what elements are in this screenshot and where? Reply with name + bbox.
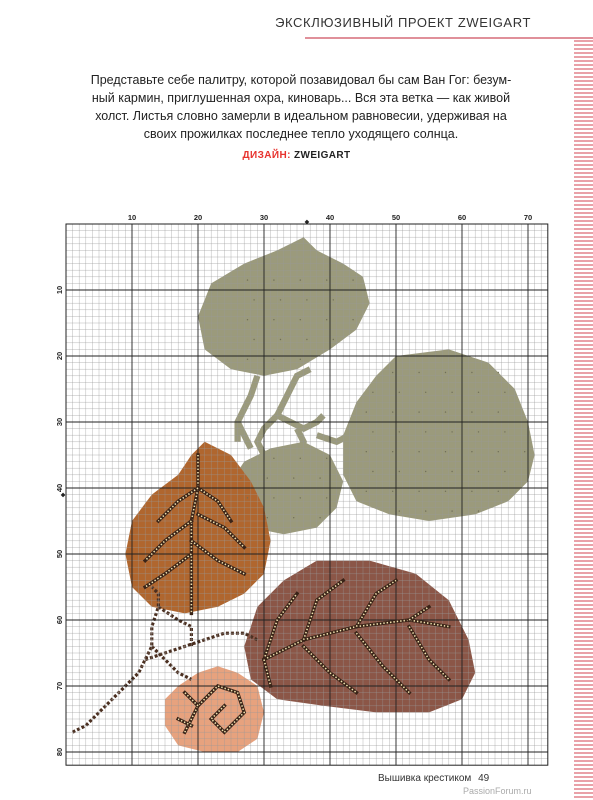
intro-line: своих прожилках последнее тепло уходящего солнца.: [143, 127, 459, 141]
stitch-dot: [280, 299, 281, 300]
stitch-dot: [418, 372, 419, 373]
y-tick-label: 30: [55, 417, 64, 427]
stitch-dot: [498, 491, 499, 492]
stitch-dot: [319, 517, 320, 518]
stitch-dot: [273, 319, 274, 320]
stitch-dot: [293, 517, 294, 518]
y-tick-label: 20: [55, 351, 64, 361]
stitch-dot: [451, 471, 452, 472]
stitch-dot: [504, 392, 505, 393]
stitch-dot: [247, 319, 248, 320]
stitch-dot: [273, 359, 274, 360]
stitch-dot: [300, 497, 301, 498]
intro-line: холст. Листья словно замерли в идеальном равновесии, удерживая на: [95, 109, 507, 123]
stitch-dot: [247, 359, 248, 360]
stitch-dot: [471, 372, 472, 373]
stitch-dot: [372, 431, 373, 432]
intro-line: Представьте себе палитру, которой позавидовал бы сам Ван Гог: безум-: [90, 73, 512, 87]
section-title: ЭКСКЛЮЗИВНЫЙ ПРОЕКТ ZWEIGART: [275, 15, 531, 30]
x-tick-label: 10: [127, 213, 137, 222]
stitch-dot: [478, 471, 479, 472]
stitch-dot: [300, 279, 301, 280]
design-value: ZWEIGART: [294, 150, 351, 161]
x-tick-label: 40: [325, 213, 335, 222]
stitch-dot: [451, 510, 452, 511]
y-tick-label: 50: [55, 549, 64, 559]
stitch-dot: [306, 339, 307, 340]
y-tick-label: 10: [55, 285, 64, 295]
watermark: PassionForum.ru: [463, 786, 532, 796]
design-label: ДИЗАЙН:: [242, 150, 291, 161]
stitch-dot: [372, 392, 373, 393]
stitch-dot: [418, 411, 419, 412]
stitch-dot: [399, 431, 400, 432]
magazine-name: Вышивка крестиком: [378, 773, 472, 784]
stitch-dot: [273, 279, 274, 280]
stitch-dot: [504, 431, 505, 432]
x-tick-label: 60: [457, 213, 467, 222]
stitch-dot: [425, 471, 426, 472]
stitch-dot: [498, 372, 499, 373]
stitch-dot: [326, 458, 327, 459]
stitch-dot: [267, 477, 268, 478]
stitch-dot: [300, 319, 301, 320]
stitch-dot: [273, 458, 274, 459]
stitch-dot: [253, 299, 254, 300]
stitch-dot: [425, 392, 426, 393]
y-tick-label: 80: [55, 747, 64, 757]
stitch-dot: [418, 451, 419, 452]
stitch-dot: [333, 339, 334, 340]
stitch-dot: [471, 451, 472, 452]
stitch-dot: [399, 510, 400, 511]
stitch-dot: [392, 372, 393, 373]
stitch-dot: [333, 299, 334, 300]
stitch-dot: [392, 491, 393, 492]
stitch-dot: [352, 279, 353, 280]
stitch-dot: [471, 411, 472, 412]
center-marker-left: ◆: [60, 492, 66, 499]
stitch-dot: [372, 471, 373, 472]
stitch-dot: [524, 451, 525, 452]
stitch-dot: [392, 451, 393, 452]
stitch-dot: [267, 517, 268, 518]
stitch-dot: [253, 339, 254, 340]
stitch-dot: [399, 392, 400, 393]
y-tick-label: 70: [55, 681, 64, 691]
stitch-dot: [300, 458, 301, 459]
stitch-dot: [498, 411, 499, 412]
stitch-dot: [478, 392, 479, 393]
stitch-dot: [306, 299, 307, 300]
stitch-dot: [247, 497, 248, 498]
stitch-dot: [326, 319, 327, 320]
x-tick-label: 50: [391, 213, 401, 222]
stitch-dot: [293, 477, 294, 478]
center-marker-top: ◆: [304, 219, 310, 226]
stitch-dot: [392, 411, 393, 412]
stitch-dot: [451, 392, 452, 393]
stitch-dot: [280, 339, 281, 340]
page-number: 49: [478, 773, 490, 784]
stitch-dot: [425, 510, 426, 511]
stitch-dot: [273, 497, 274, 498]
stitch-dot: [247, 279, 248, 280]
stitch-dot: [300, 359, 301, 360]
stitch-dot: [445, 372, 446, 373]
stitch-dot: [445, 451, 446, 452]
stitch-dot: [240, 477, 241, 478]
stitch-dot: [498, 451, 499, 452]
stitch-dot: [366, 451, 367, 452]
stitch-dot: [319, 477, 320, 478]
stitch-dot: [451, 431, 452, 432]
stitch-dot: [326, 497, 327, 498]
x-tick-label: 30: [259, 213, 269, 222]
stitch-dot: [504, 471, 505, 472]
x-tick-label: 70: [523, 213, 533, 222]
stitch-dot: [366, 411, 367, 412]
stitch-dot: [478, 510, 479, 511]
stitch-dot: [425, 431, 426, 432]
stitch-dot: [399, 471, 400, 472]
x-tick-label: 20: [193, 213, 203, 222]
stitch-dot: [445, 411, 446, 412]
stitch-dot: [326, 279, 327, 280]
intro-line: ный кармин, приглушенная охра, киноварь... Вся эта ветка — как живой: [91, 91, 511, 105]
stitch-dot: [445, 491, 446, 492]
y-tick-label: 60: [55, 615, 64, 625]
y-tick-label: 40: [55, 483, 64, 493]
page-footer: [378, 773, 489, 784]
stitch-dot: [478, 431, 479, 432]
stitch-dot: [366, 491, 367, 492]
stitch-dot: [418, 491, 419, 492]
stitch-dot: [471, 491, 472, 492]
stitch-dot: [352, 319, 353, 320]
